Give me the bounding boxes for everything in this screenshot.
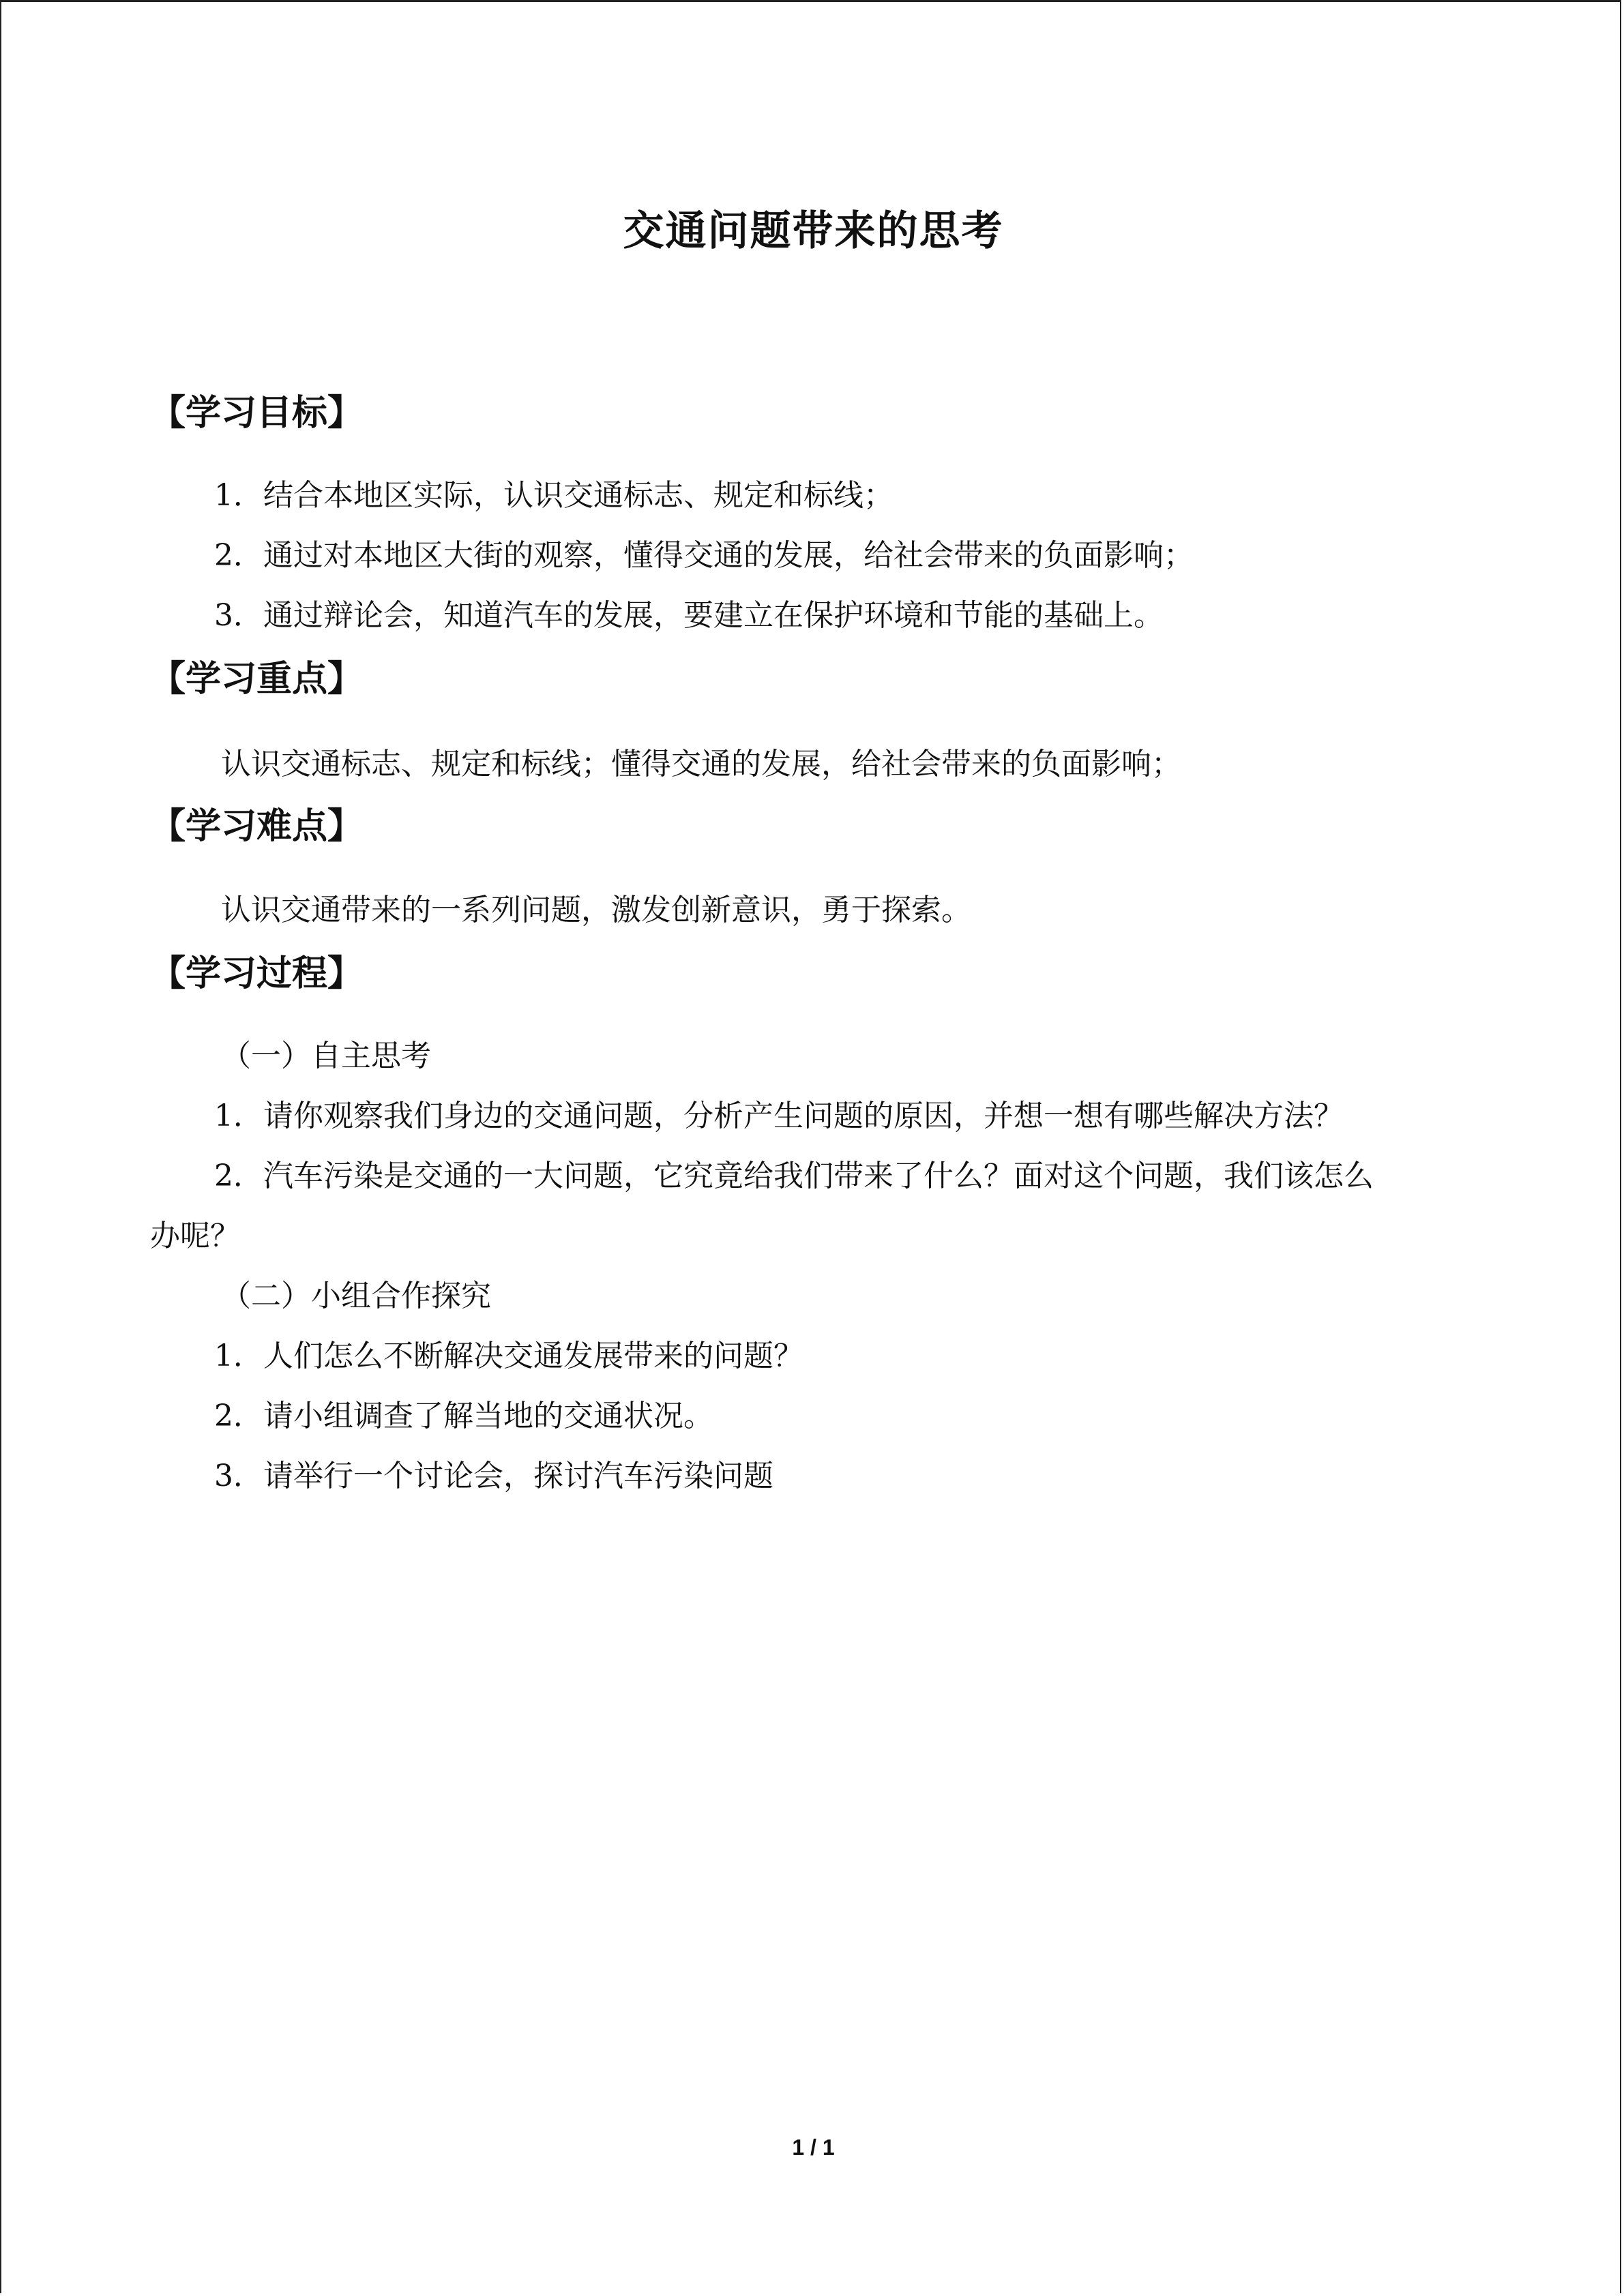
key-points-text: 认识交通标志、规定和标线；懂得交通的发展，给社会带来的负面影响； (221, 747, 1181, 781)
process-part1-question-2: 2．汽车污染是交通的一大问题，它究竟给我们带来了什么？面对这个问题，我们该怎么 (214, 1159, 1374, 1193)
process-part2-item-2: 2．请小组调查了解当地的交通状况。 (214, 1399, 713, 1433)
goal-item-1: 1．结合本地区实际，认识交通标志、规定和标线； (214, 478, 894, 513)
page-number-footer: 1 / 1 (792, 2135, 835, 2160)
process-part2-item-1: 1．人们怎么不断解决交通发展带来的问题？ (214, 1339, 803, 1373)
process-part1-question-1: 1．请你观察我们身边的交通问题，分析产生问题的原因，并想一想有哪些解决方法？ (214, 1099, 1344, 1133)
process-part1-label: （一）自主思考 (221, 1039, 431, 1073)
heading-learning-goals: 【学习目标】 (150, 393, 364, 434)
process-part2-item-3: 3．请举行一个讨论会，探讨汽车污染问题 (214, 1459, 773, 1493)
process-part2-label: （二）小组合作探究 (221, 1279, 491, 1313)
heading-difficulties: 【学习难点】 (150, 806, 364, 847)
heading-learning-process: 【学习过程】 (150, 953, 364, 994)
difficulties-text: 认识交通带来的一系列问题，激发创新意识，勇于探索。 (221, 893, 971, 927)
goal-item-2: 2．通过对本地区大街的观察，懂得交通的发展，给社会带来的负面影响； (214, 538, 1194, 573)
goal-item-3: 3．通过辩论会，知道汽车的发展，要建立在保护环境和节能的基础上。 (214, 598, 1164, 633)
heading-key-points: 【学习重点】 (150, 659, 364, 700)
process-part1-question-2-continued: 办呢？ (150, 1219, 240, 1253)
document-title: 交通问题带来的思考 (623, 207, 1004, 255)
